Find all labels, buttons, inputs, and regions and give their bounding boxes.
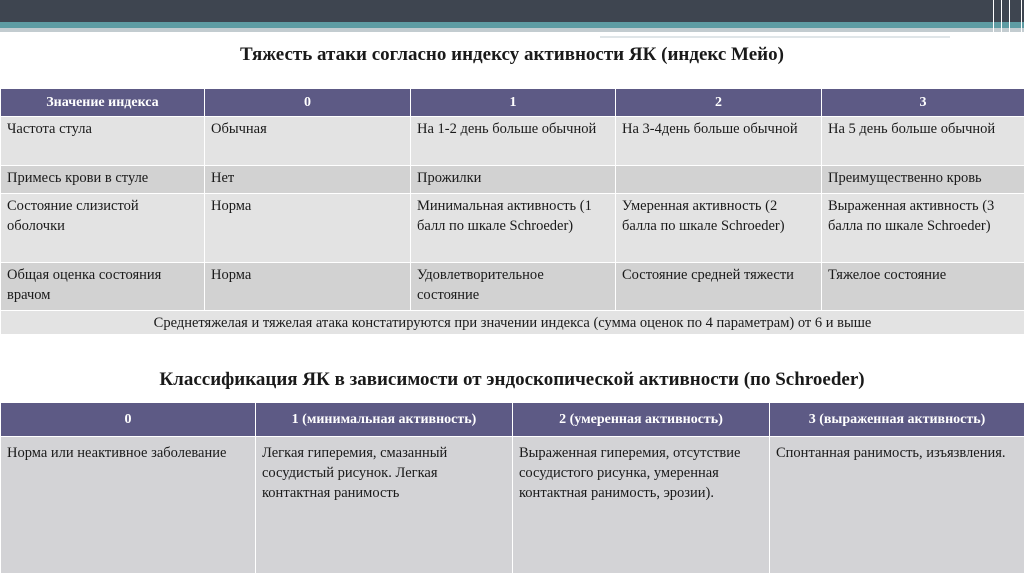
- table-cell: Тяжелое состояние: [822, 263, 1024, 311]
- summary-note: Среднетяжелая и тяжелая атака констатируются при значении индекса (сумма оценок по 4 параметрам) от 6 и выше: [1, 311, 1024, 335]
- table-cell: [616, 166, 822, 194]
- accent-stripe-gray: [0, 28, 1024, 32]
- table-row: [1, 166, 1024, 194]
- header-cell: 2 (умеренная активность): [513, 403, 770, 437]
- slide-title-mayo: Тяжесть атаки согласно индексу активности ЯК (индекс Мейо): [240, 44, 784, 65]
- table-cell: Выраженная гиперемия, отсутствие сосудистого рисунка, умеренная контактная ранимость, эрозии).: [513, 437, 770, 574]
- header-cell: 3: [822, 89, 1024, 117]
- table-cell: Обычная: [205, 117, 411, 166]
- table-cell: На 1-2 день больше обычной: [411, 117, 616, 166]
- summary-row: [1, 311, 1024, 335]
- table-cell: Норма или неактивное заболевание: [1, 437, 256, 574]
- mayo-index-table: [0, 88, 1024, 335]
- table-cell: Минимальная активность (1 балл по шкале Schroeder): [411, 194, 616, 263]
- table-header-row: [1, 89, 1024, 117]
- table-cell: Умеренная активность (2 балла по шкале Schroeder): [616, 194, 822, 263]
- table-cell: Общая оценка состояния врачом: [1, 263, 205, 311]
- decorative-vertical-lines: [993, 0, 1023, 45]
- header-cell: 3 (выраженная активность): [770, 403, 1024, 437]
- table-cell: Состояние слизистой оболочки: [1, 194, 205, 263]
- table-cell: Удовлетворительное состояние: [411, 263, 616, 311]
- table-cell: Спонтанная ранимость, изъязвления.: [770, 437, 1024, 574]
- table-row: [1, 194, 1024, 263]
- table-cell: На 3-4день больше обычной: [616, 117, 822, 166]
- header-cell: Значение индекса: [1, 89, 205, 117]
- slide-title-schroeder: Классификация ЯК в зависимости от эндоскопической активности (по Schroeder): [159, 369, 865, 390]
- table-cell: Норма: [205, 263, 411, 311]
- table-cell: Норма: [205, 194, 411, 263]
- schroeder-table: [0, 402, 1024, 574]
- top-band: [0, 0, 1024, 22]
- header-cell: 1 (минимальная активность): [256, 403, 513, 437]
- header-cell: 0: [205, 89, 411, 117]
- table-cell: Состояние средней тяжести: [616, 263, 822, 311]
- table-row: [1, 117, 1024, 166]
- header-cell: 1: [411, 89, 616, 117]
- table-header-row: [1, 403, 1024, 437]
- table-row: [1, 263, 1024, 311]
- table-cell: На 5 день больше обычной: [822, 117, 1024, 166]
- table-cell: Легкая гиперемия, смазанный сосудистый рисунок. Легкая контактная ранимость: [256, 437, 513, 574]
- table-cell: Нет: [205, 166, 411, 194]
- accent-stripe-light: [600, 36, 950, 38]
- table-cell: Выраженная активность (3 балла по шкале Schroeder): [822, 194, 1024, 263]
- table-cell: Частота стула: [1, 117, 205, 166]
- header-cell: 2: [616, 89, 822, 117]
- header-cell: 0: [1, 403, 256, 437]
- table-cell: Преимущественно кровь: [822, 166, 1024, 194]
- table-row: [1, 437, 1024, 574]
- table-cell: Прожилки: [411, 166, 616, 194]
- table-cell: Примесь крови в стуле: [1, 166, 205, 194]
